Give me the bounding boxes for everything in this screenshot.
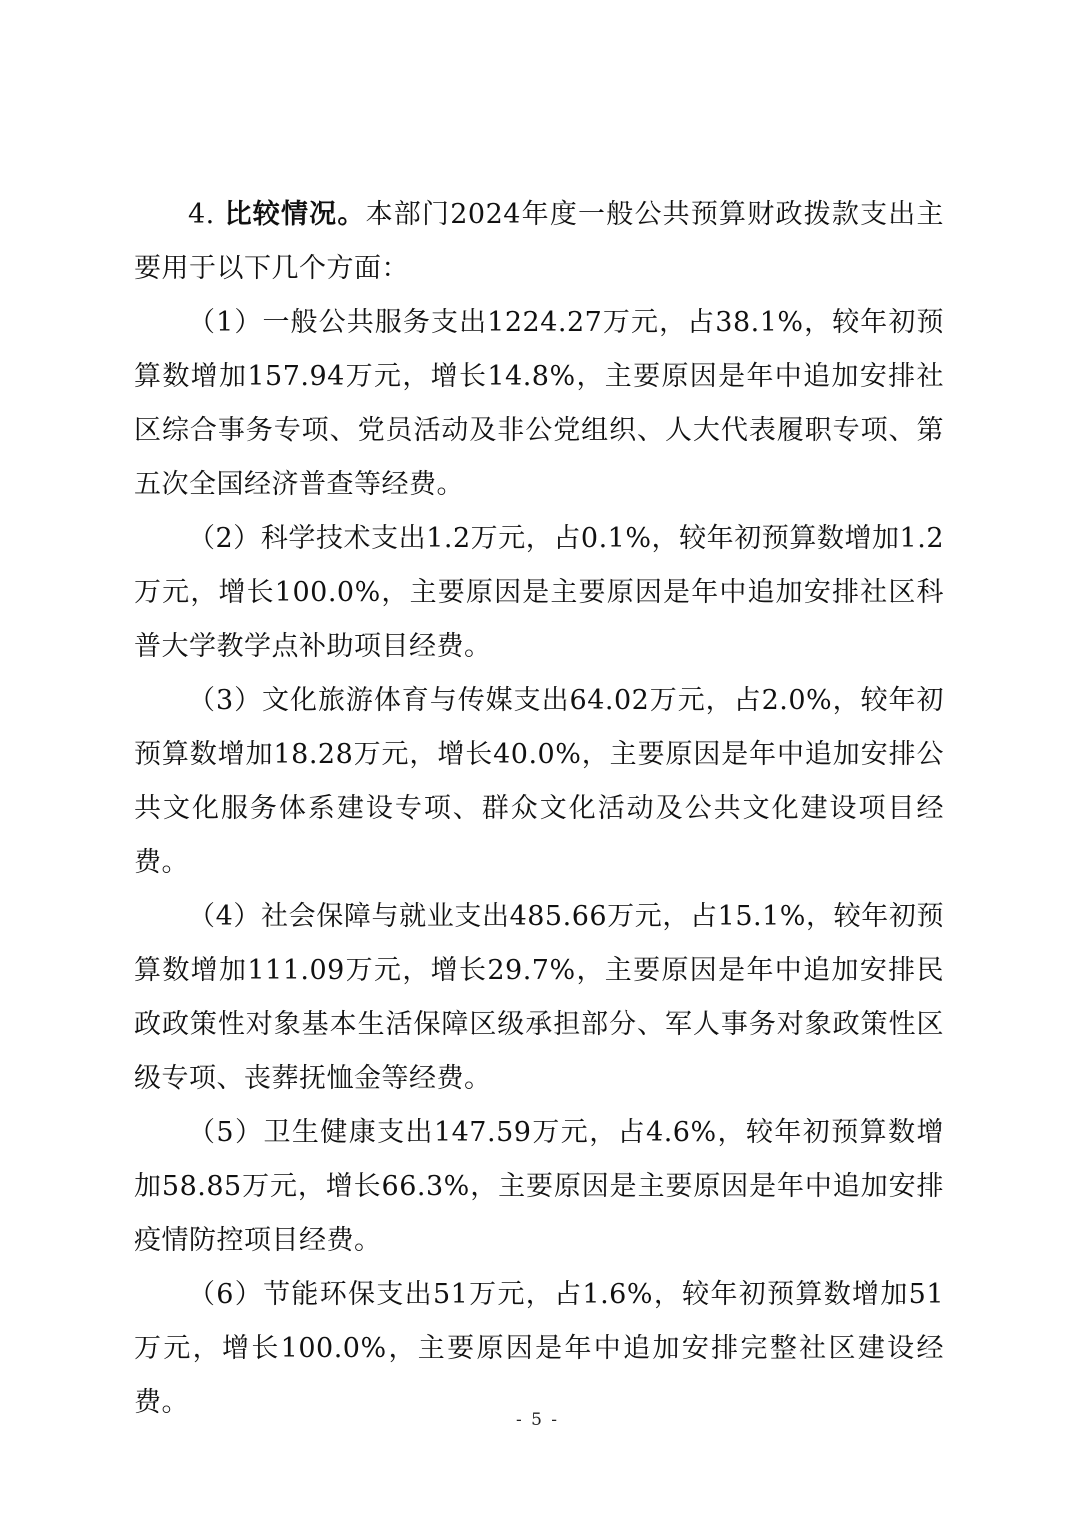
item-text: 卫生健康支出147.59万元，占4.6%，较年初预算数增加58.85万元，增长66.3%，主要原因是主要原因是年中追加安排疫情防控项目经费。 bbox=[134, 1117, 944, 1256]
item-text: 一般公共服务支出1224.27万元，占38.1%，较年初预算数增加157.94万元，增长14.8%，主要原因是年中追加安排社区综合事务专项、党员活动及非公党组织、人大代表履职专项、第五次全国经济普查等经费。 bbox=[134, 307, 944, 500]
page-number: - 5 - bbox=[515, 1410, 560, 1430]
item-paragraph-5 bbox=[134, 1106, 944, 1268]
item-label: （1） bbox=[188, 307, 263, 338]
intro-paragraph bbox=[134, 188, 944, 296]
section-number: 4. bbox=[188, 199, 215, 230]
item-label: （2） bbox=[188, 523, 261, 554]
item-paragraph-4 bbox=[134, 890, 944, 1106]
intro-text: 本部门2024年度一般公共预算财政拨款支出主要用于以下几个方面： bbox=[134, 199, 944, 284]
item-text: 文化旅游体育与传媒支出64.02万元，占2.0%，较年初预算数增加18.28万元，增长40.0%，主要原因是年中追加安排公共文化服务体系建设专项、群众文化活动及公共文化建设项目经费。 bbox=[134, 685, 944, 878]
item-label: （5） bbox=[188, 1117, 264, 1148]
item-paragraph-3 bbox=[134, 674, 944, 890]
document-body bbox=[134, 188, 944, 1430]
item-text: 科学技术支出1.2万元，占0.1%，较年初预算数增加1.2万元，增长100.0%，主要原因是主要原因是年中追加安排社区科普大学教学点补助项目经费。 bbox=[134, 523, 944, 662]
item-label: （3） bbox=[188, 685, 263, 716]
item-text: 社会保障与就业支出485.66万元，占15.1%，较年初预算数增加111.09万元，增长29.7%，主要原因是年中追加安排民政政策性对象基本生活保障区级承担部分、军人事务对象政策性区级专项、丧葬抚恤金等经费。 bbox=[134, 901, 944, 1094]
item-label: （4） bbox=[188, 901, 262, 932]
item-paragraph-6 bbox=[134, 1268, 944, 1430]
item-text: 节能环保支出51万元，占1.6%，较年初预算数增加51万元，增长100.0%，主要原因是年中追加安排完整社区建设经费。 bbox=[134, 1279, 944, 1418]
item-label: （6） bbox=[188, 1279, 264, 1310]
item-paragraph-2 bbox=[134, 512, 944, 674]
section-title: 比较情况。 bbox=[224, 199, 366, 230]
item-paragraph-1 bbox=[134, 296, 944, 512]
